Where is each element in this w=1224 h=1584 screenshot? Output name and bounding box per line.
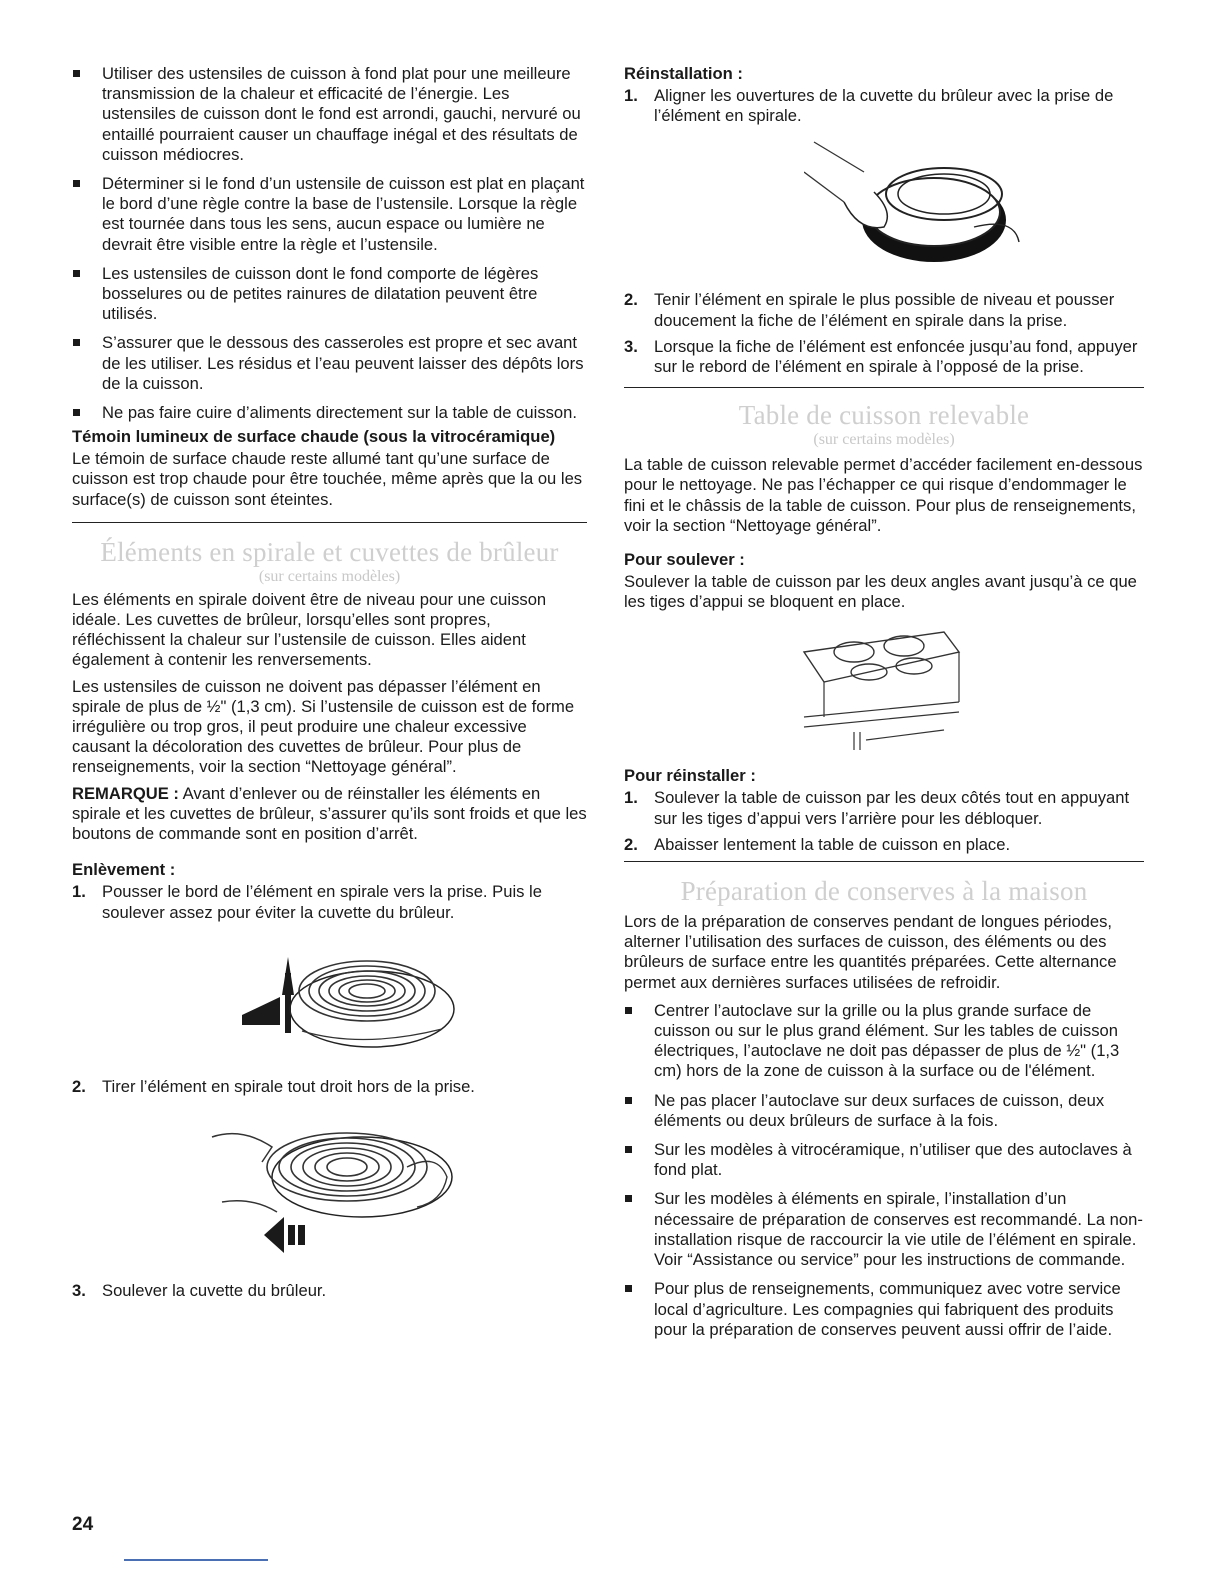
canning-intro: Lors de la préparation de conserves pendant de longues périodes, alterner l’utilisation des surfaces de cuisson, des éléments ou des brûleurs de surface entre les quantités préparées. Cette alternance permet aux dernières surfaces utilisées de refroidir. xyxy=(624,912,1117,992)
lift-intro: La table de cuisson relevable permet d’accéder facilement en-dessous pour le nettoyage. Ne pas l’échapper ce qui risque d’endommager le fini et le châssis de la table de cuisson. Pour plus de renseignements, voir la section “Nettoyage général”. xyxy=(624,455,1143,535)
bullet-square-icon xyxy=(625,1146,632,1153)
list-item: 3. Soulever la cuvette du brûleur. xyxy=(72,1280,327,1300)
bullet-square-icon xyxy=(73,70,80,77)
removal-steps xyxy=(72,882,587,922)
list-item: 1. Aligner les ouvertures de la cuvette du brûleur avec la prise de l’élément en spirale. xyxy=(624,86,1114,126)
removal-steps-continued xyxy=(72,1077,587,1097)
right-column xyxy=(624,64,1144,1349)
hot-surface-heading: Témoin lumineux de surface chaude (sous la vitrocéramique) xyxy=(72,427,556,447)
coil-lift-illustration xyxy=(222,939,462,1059)
section-divider xyxy=(624,861,1144,862)
list-item: 2. Tenir l’élément en spirale le plus possible de niveau et pousser doucement la fiche de l’élément en spirale dans la prise. xyxy=(624,290,1115,330)
canning-section-title: Préparation de conserves à la maison xyxy=(680,876,1088,907)
list-item: Les ustensiles de cuisson dont le fond comporte de légères bosselures ou de petites rainures de dilatation peuvent être utilisés. xyxy=(72,264,587,325)
list-item: Déterminer si le fond d’un ustensile de cuisson est plat en plaçant le bord d’une règle contre la base de l’ustensile. Lorsque la règle est tournée dans tous les sens, aucun espace ou lumière ne devrait être visible entre la règle et l’ustensile. xyxy=(72,174,587,255)
bullet-square-icon xyxy=(73,339,80,346)
note-text: Avant d’enlever ou de réinstaller les éléments en spirale et les cuvettes de brûleur, s’assurer qu’ils sont froids et que les boutons de commande sont en position d’arrêt. xyxy=(72,783,587,844)
lift-section-title: Table de cuisson relevable xyxy=(738,400,1030,431)
bullet-square-icon xyxy=(625,1285,632,1292)
list-item: 1. Pousser le bord de l’élément en spirale vers la prise. Puis le soulever assez pour éviter la cuvette du brûleur. xyxy=(72,882,542,922)
footer-rule xyxy=(124,1559,268,1561)
reinstall-steps-continued xyxy=(624,290,1144,377)
drip-pan-illustration xyxy=(804,132,1024,282)
removal-heading: Enlèvement : xyxy=(72,860,176,880)
removal-steps-final xyxy=(72,1281,587,1301)
section-divider xyxy=(72,522,587,523)
canning-tips-list xyxy=(624,1001,1144,1340)
note-label: REMARQUE : xyxy=(72,783,179,803)
list-item: Sur les modèles à éléments en spirale, l’installation d’un nécessaire de préparation de conserves est recommandé. La non-installation risque de raccourcir la vie utile de l’élément en spirale. Voir “Assistance ou service” pour les instructions de commande. xyxy=(624,1189,1144,1270)
coil-section-title: Éléments en spirale et cuvettes de brûleur xyxy=(100,536,559,567)
left-column xyxy=(72,64,587,1307)
replace-steps xyxy=(624,788,1144,855)
section-divider xyxy=(624,387,1144,388)
list-item: 2. Tirer l’élément en spirale tout droit hors de la prise. xyxy=(72,1076,475,1096)
list-item: Sur les modèles à vitrocéramique, n’utiliser que des autoclaves à fond plat. xyxy=(624,1140,1144,1180)
reinstall-heading: Réinstallation : xyxy=(624,64,743,83)
list-item: S’assurer que le dessous des casseroles est propre et sec avant de les utiliser. Les résidus et l’eau peuvent laisser des dépôts lors de la cuisson. xyxy=(72,333,587,394)
cookware-tips-list xyxy=(72,64,587,423)
reinstall-steps xyxy=(624,86,1144,126)
coil-pull-illustration xyxy=(202,1107,462,1267)
list-item: Pour plus de renseignements, communiquez avec votre service local d’agriculture. Les compagnies qui fabriquent des produits pour la préparation de conserves peuvent aussi offrir de l’aide. xyxy=(624,1279,1144,1340)
coil-paragraph-1: Les éléments en spirale doivent être de niveau pour une cuisson idéale. Les cuvettes de brûleur, lorsqu’elles sont propres, réfléchissent la chaleur sur l’ustensile de cuisson. Elles aident également à contenir les renversements. xyxy=(72,589,547,670)
coil-section-subtitle: (sur certains modèles) xyxy=(258,567,401,585)
bullet-square-icon xyxy=(625,1097,632,1104)
list-item: 2. Abaisser lentement la table de cuisson en place. xyxy=(624,834,1011,854)
bullet-square-icon xyxy=(73,409,80,416)
raise-heading: Pour soulever : xyxy=(624,550,745,570)
list-item: Centrer l’autoclave sur la grille ou la plus grande surface de cuisson ou sur le plus grand élément. Sur les tables de cuisson électriques, l’autoclave ne doit pas dépasser de plus de ½" (1,3 cm) hors de la zone de cuisson à la surface ou de l'élément. xyxy=(624,1001,1144,1082)
replace-heading: Pour réinstaller : xyxy=(624,766,756,786)
lift-cooktop-illustration xyxy=(794,622,964,752)
hot-surface-text: Le témoin de surface chaude reste allumé tant qu’une surface de cuisson est trop chaude pour être touchée, même après que la ou les surface(s) de cuisson sont éteintes. xyxy=(72,449,583,509)
bullet-square-icon xyxy=(625,1007,632,1014)
list-item: Ne pas placer l’autoclave sur deux surfaces de cuisson, deux éléments ou deux brûleurs de surface à la fois. xyxy=(624,1091,1144,1131)
raise-text: Soulever la table de cuisson par les deux angles avant jusqu’à ce que les tiges d’appui se bloquent en place. xyxy=(624,572,1137,612)
lift-section-subtitle: (sur certains modèles) xyxy=(813,431,955,449)
list-item: 3. Lorsque la fiche de l’élément est enfoncée jusqu’au fond, appuyer sur le rebord de l’élément en spirale à l’opposé de la prise. xyxy=(624,336,1138,377)
list-item: Utiliser des ustensiles de cuisson à fond plat pour une meilleure transmission de la chaleur et efficacité de l’énergie. Les ustensiles de cuisson dont le fond est arrondi, gauchi, nervuré ou entaillé pourraient causer un chauffage inégal et des résultats de cuisson médiocres. xyxy=(72,64,587,165)
list-item: 1. Soulever la table de cuisson par les deux côtés tout en appuyant sur les tiges d’appui vers l’arrière pour les débloquer. xyxy=(624,788,1130,828)
bullet-square-icon xyxy=(73,270,80,277)
bullet-square-icon xyxy=(625,1195,632,1202)
page-number: 24 xyxy=(72,1514,94,1535)
coil-paragraph-2: Les ustensiles de cuisson ne doivent pas dépasser l’élément en spirale de plus de ½" (1,3 cm). Si l’ustensile de cuisson est de forme irrégulière ou trop gros, il peut produire une chaleur excessive causant la décoloration des cuvettes de brûleur. Pour plus de renseignements, voir la section “Nettoyage général”. xyxy=(72,676,575,777)
coil-note xyxy=(72,784,587,845)
list-item: Ne pas faire cuire d’aliments directement sur la table de cuisson. xyxy=(72,403,587,423)
bullet-square-icon xyxy=(73,180,80,187)
